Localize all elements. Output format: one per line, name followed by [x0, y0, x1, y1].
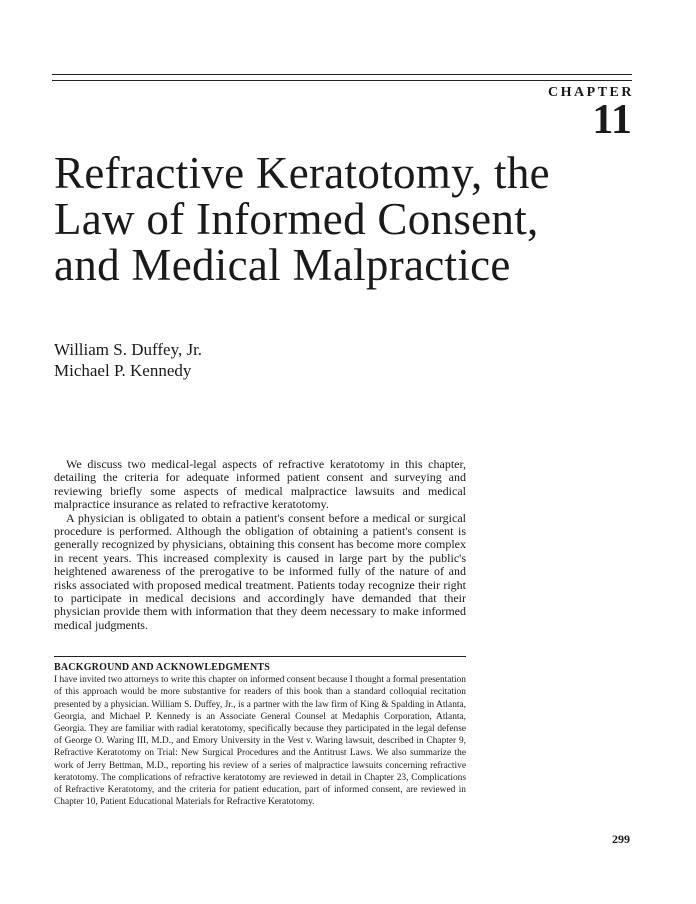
top-rule-secondary: [52, 80, 632, 81]
author-list: [54, 339, 202, 381]
chapter-label: CHAPTER: [548, 85, 634, 100]
top-rule: [52, 74, 632, 75]
author-name: Michael P. Kennedy: [54, 361, 192, 380]
body-paragraph: A physician is obligated to obtain a patient's consent before a medical or surgical procedure is performed. Although the obligation of obtaining a patient's consent is generally recognized by physicians, obtaining this consent has become more complex in recent years. This increased complexity is caused in large part by the public's heightened awareness of the prerogative to be informed fully of the nature of and risks associated with proposed medical treatment. Patients today recognize their right to participate in medical decisions and accordingly have demanded that their physician provide them with information that they deem necessary to make informed medical judgments.: [54, 510, 466, 632]
chapter-title: Refractive Keratotomy, the Law of Informed Consent, and Medical Malpractice: [54, 148, 550, 290]
note-heading: BACKGROUND AND ACKNOWLEDGMENTS: [54, 662, 271, 673]
page-number: 299: [612, 832, 630, 846]
note-divider: [54, 656, 466, 657]
note-text: I have invited two attorneys to write this chapter on informed consent because I thought a formal presentation of this approach would be more substantive for readers of this book than a standard colloquial recitation presented by a physician. William S. Duffey, Jr., is a partner with the law firm of King & Spalding in Atlanta, Georgia, and Michael P. Kennedy is an Associate General Counsel at Medaphis Corporation, Atlanta, Georgia. They are familiar with radial keratotomy, specifically because they participated in the legal defense of George O. Waring III, M.D., and Emory University in the Vest v. Waring lawsuit, described in Chapter 9, Refractive Keratotomy on Trial: New Surgical Procedures and the Antitrust Laws. We also summarize the work of Jerry Bettman, M.D., reporting his review of a series of malpractice lawsuits concerning refractive keratotomy. The complications of refractive keratotomy are reviewed in detail in Chapter 23, Complications of Refractive Keratotomy, and the criteria for patient education, part of informed consent, are reviewed in Chapter 10, Patient Educational Materials for Refractive Keratotomy.: [54, 675, 466, 808]
chapter-number: 11: [592, 97, 632, 143]
body-text: [54, 458, 466, 632]
author-name: William S. Duffey, Jr.: [54, 340, 203, 359]
background-note: [54, 662, 466, 808]
body-paragraph: We discuss two medical-legal aspects of refractive keratotomy in this chapter, detailing the criteria for adequate informed patient consent and surveying and reviewing briefly some aspects of medical malpractice lawsuits and medical malpractice insurance as related to refractive keratotomy.: [54, 457, 466, 512]
